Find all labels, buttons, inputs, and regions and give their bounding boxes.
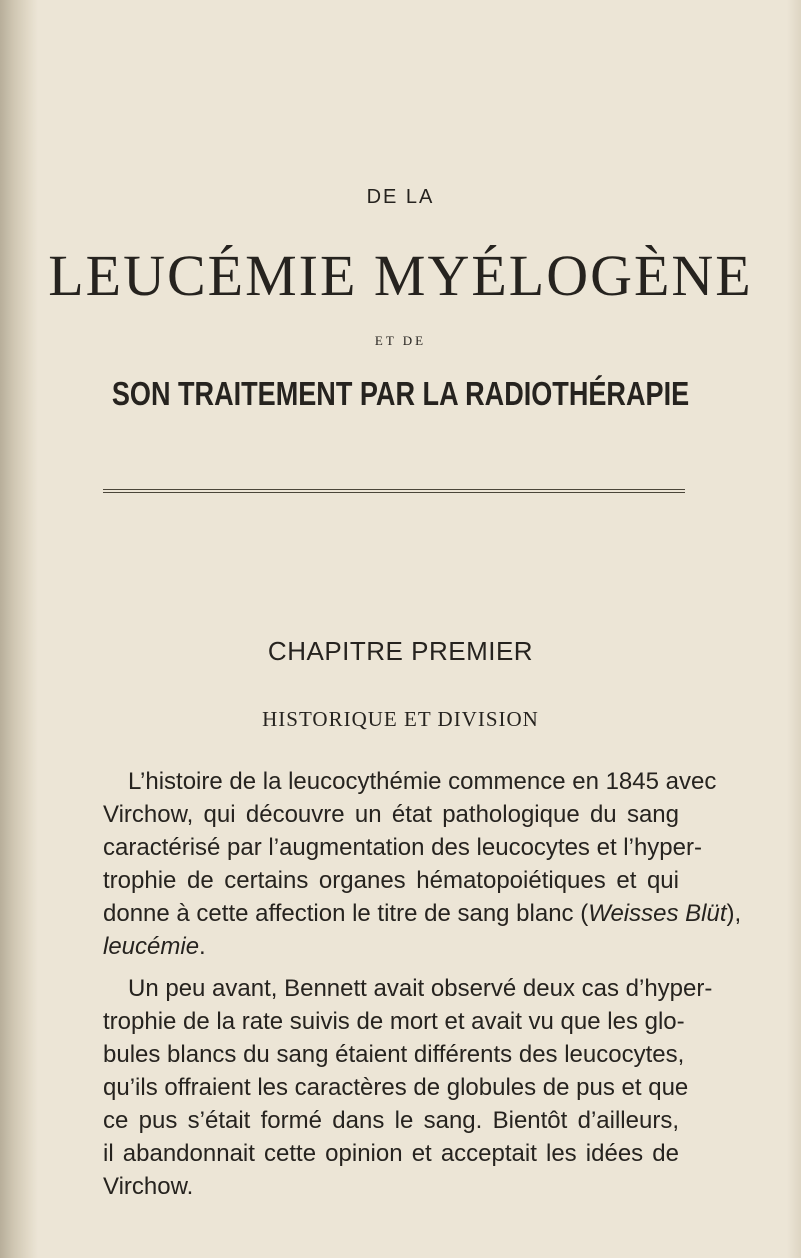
paragraph-2-line-4: qu’ils offraient les caractères de globules de pus et que <box>103 1074 689 1101</box>
paragraph-1-line-1: L’histoire de la leucocythémie commence en 1845 avec <box>128 768 717 795</box>
section-heading: HISTORIQUE ET DIVISION <box>262 707 539 731</box>
paragraph-2-line-3: bules blancs du sang étaient différents des leucocytes, <box>103 1041 685 1068</box>
subtitle: SON TRAITEMENT PAR LA RADIOTHÉRAPIE <box>111 375 690 412</box>
divider-rule-bottom <box>103 492 685 493</box>
paragraph-1-line-3: caractérisé par l’augmentation des leucocytes et l’hyper- <box>103 834 702 861</box>
foreign-term: Weisses Blüt <box>588 900 727 927</box>
term-leucemie: leucémie <box>103 933 200 960</box>
title-connector: ET DE <box>374 333 427 348</box>
line-5-text: donne à cette affection le titre de sang blanc ( <box>103 900 589 927</box>
main-title: LEUCÉMIE MYÉLOGÈNE <box>48 243 753 308</box>
paragraph-1-line-4: trophie de certains organes hématopoiétiques et qui <box>103 867 679 894</box>
paragraph-1-line-2: Virchow, qui découvre un état pathologique du sang <box>103 801 679 828</box>
paragraph-2-line-6: il abandonnait cette opinion et acceptait les idées de <box>103 1140 679 1167</box>
paragraph-2-line-5: ce pus s’était formé dans le sang. Bientôt d’ailleurs, <box>103 1107 679 1134</box>
paragraph-2-line-1: Un peu avant, Bennett avait observé deux cas d’hyper- <box>128 975 713 1002</box>
line-5-tail: ), <box>726 900 742 927</box>
pre-title: DE LA <box>366 186 435 208</box>
chapter-heading: CHAPITRE PREMIER <box>267 636 534 666</box>
paragraph-2-line-7: Virchow. <box>103 1173 194 1200</box>
paragraph-2-line-2: trophie de la rate suivis de mort et avait vu que les glo- <box>103 1008 685 1035</box>
line-6-tail: . <box>199 933 206 960</box>
divider-rule-top <box>103 489 685 490</box>
paragraph-1-line-5 <box>103 900 742 927</box>
paragraph-1-line-6 <box>103 934 679 960</box>
